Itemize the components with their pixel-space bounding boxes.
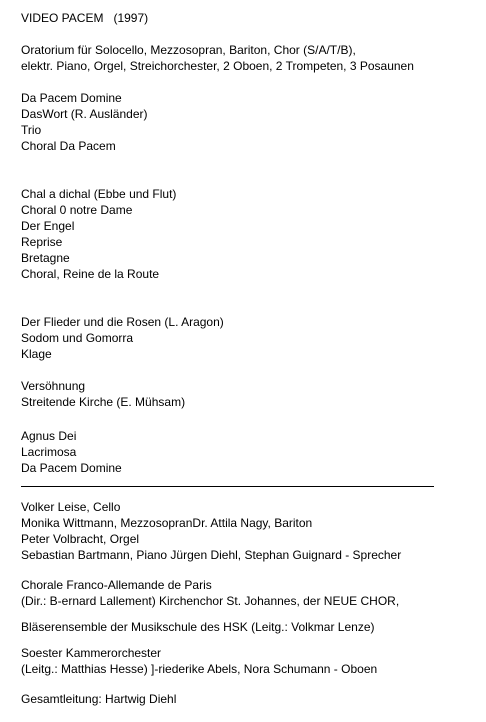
movement-item: DasWort (R. Ausländer)	[21, 107, 148, 121]
brass-ensemble-line: Bläserensemble der Musikschule des HSK (Leitg.: Volkmar Lenze)	[21, 620, 375, 634]
movement-item: Da Pacem Domine	[21, 461, 122, 475]
document-page	[21, 10, 481, 707]
movement-item: Choral Da Pacem	[21, 139, 116, 153]
movement-item: Choral, Reine de la Route	[21, 267, 160, 281]
instrumentation-line-1: Oratorium für Solocello, Mezzosopran, Bariton, Chor (S/A/T/B),	[21, 43, 356, 57]
choir-line: (Dir.: B-ernard Lallement) Kirchenchor St. Johannes, der NEUE CHOR,	[21, 594, 400, 608]
performer-line: Monika Wittmann, MezzosopranDr. Attila Nagy, Bariton	[21, 516, 313, 530]
movement-item: Choral 0 notre Dame	[21, 203, 133, 217]
performer-line: Sebastian Bartmann, Piano Jürgen Diehl, Stephan Guignard - Sprecher	[21, 548, 402, 562]
movement-item: Sodom und Gomorra	[21, 331, 134, 345]
movement-item: Streitende Kirche (E. Mühsam)	[21, 395, 186, 409]
choir-line: Chorale Franco-Allemande de Paris	[21, 578, 212, 592]
conductor-line: Gesamtleitung: Hartwig Diehl	[21, 692, 177, 706]
movement-item: Lacrimosa	[21, 445, 77, 459]
movement-item: Versöhnung	[21, 379, 86, 393]
chamber-orchestra-line: (Leitg.: Matthias Hesse) ]-riederike Abels, Nora Schumann - Oboen	[21, 662, 378, 676]
movement-item: Der Flieder und die Rosen (L. Aragon)	[21, 315, 224, 329]
movement-item: Bretagne	[21, 251, 70, 265]
movement-item: Trio	[21, 123, 42, 137]
movement-item: Der Engel	[21, 219, 75, 233]
movement-item: Da Pacem Domine	[21, 91, 122, 105]
movement-item: Reprise	[21, 235, 63, 249]
work-title: VIDEO PACEM (1997)	[21, 11, 149, 25]
movement-item: Agnus Dei	[21, 429, 77, 443]
horizontal-divider	[21, 486, 434, 487]
performer-line: Volker Leise, Cello	[21, 500, 121, 514]
performer-line: Peter Volbracht, Orgel	[21, 532, 140, 546]
instrumentation-line-2: elektr. Piano, Orgel, Streichorchester, 2 Oboen, 2 Trompeten, 3 Posaunen	[21, 59, 414, 73]
chamber-orchestra-line: Soester Kammerorchester	[21, 646, 162, 660]
movement-item: Klage	[21, 347, 52, 361]
movement-item: Chal a dichal (Ebbe und Flut)	[21, 187, 177, 201]
